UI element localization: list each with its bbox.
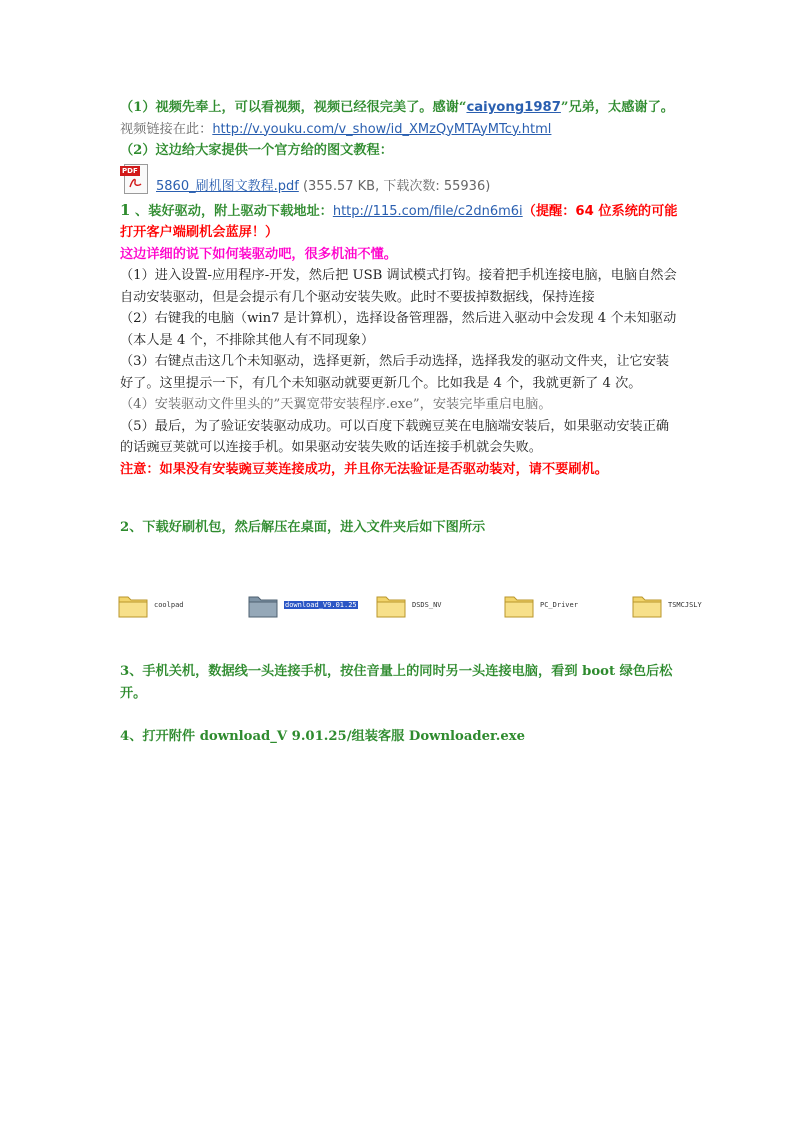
step3-number: 3 [120,664,130,679]
folder-label: DSDS_NV [412,601,442,609]
attachment-size: (355.57 KB, 下载次数: 55936) [298,178,491,194]
folder-label: PC_Driver [540,601,578,609]
folder-dsds-nv[interactable] [376,592,442,618]
folder-icon [504,592,534,618]
folder-tsmcjsly[interactable] [632,592,702,618]
folder-label-selected: download_V9.01.25 [285,601,357,609]
intro-text-suffix: ”兄弟，太感谢了。 [560,100,674,115]
intro-line-1 [120,97,680,119]
intro-line-2 [120,119,680,141]
step3 [120,661,680,704]
attachment-link[interactable]: 5860_刷机图文教程.pdf [156,178,299,194]
user-link[interactable]: caiyong1987 [466,100,561,115]
attachment-info [156,175,490,194]
step4-number: 4 [120,729,130,744]
step2-text: 、下载好刷机包，然后解压在桌面，进入文件夹后如下图所示 [129,520,486,535]
document-body [120,97,680,480]
folder-icon [632,592,662,618]
attachment-row [120,164,680,194]
folder-icon [118,592,148,618]
driver-step-4: （4）安装驱动文件里头的”天翼宽带安装程序.exe”，安装完毕重启电脑。 [120,397,552,412]
driver-step-1: （1）进入设置-应用程序-开发，然后把 USB 调试模式打钩。接着把手机连接电脑，电脑自然会自动安装驱动，但是会提示有几个驱动安装失败。此时不要拔掉数据线，保持连接 [120,268,677,305]
pdf-tag: PDF [122,166,138,175]
folder-icon [376,592,406,618]
step2 [120,517,680,539]
intro-line-3: （2）这边给大家提供一个官方给的图文教程： [120,143,393,158]
step1-title: 、装好驱动，附上驱动下载地址： [130,203,333,219]
folder-coolpad[interactable] [118,592,184,618]
folder-label: coolpad [154,601,184,609]
folder-label: TSMCJSLY [668,601,702,609]
pdf-icon[interactable] [120,164,148,194]
step4 [120,726,680,748]
driver-note: 注意：如果没有安装豌豆荚连接成功，并且你无法验证是否驱动装对，请不要刷机。 [120,461,608,477]
step4-text: 、打开附件 download_V 9.01.25/组装客服 Downloader.exe [129,729,525,744]
video-link-label: 视频链接在此： [120,121,213,137]
driver-link[interactable]: http://115.com/file/c2dn6m6i [332,203,523,219]
video-link[interactable]: http://v.youku.com/v_show/id_XMzQyMTAyMTcy.html [212,121,552,137]
step3-text: 、手机关机，数据线一头连接手机，按住音量上的同时另一头连接电脑，看到 boot 绿色后松开。 [120,664,673,701]
intro-text: （1）视频先奉上，可以看视频，视频已经很完美了。感谢“ [120,100,467,115]
driver-step-5: （5）最后，为了验证安装驱动成功。可以百度下载豌豆荚在电脑端安装后，如果驱动安装正确的话豌豆荚就可以连接手机。如果驱动安装失败的话连接手机就会失败。 [120,418,670,455]
folder-pc-driver[interactable] [504,592,578,618]
step1-number: 1 [120,200,131,219]
step2-number: 2 [120,520,130,535]
driver-step-3: （3）右键点击这几个未知驱动，选择更新，然后手动选择，选择我发的驱动文件夹，让它安装好了。这里提示一下，有几个未知驱动就要更新几个。比如我是 4 个，我就更新了 4 次。 [120,354,670,391]
driver-step-2: （2）右键我的电脑（win7 是计算机），选择设备管理器，然后进入驱动中会发现 4 个未知驱动（本人是 4 个，不排除其他人有不同现象） [120,311,677,348]
folder-icon [248,592,278,618]
folder-download[interactable] [248,592,358,618]
warn-64: 64 [575,203,594,219]
driver-intro: 这边详细的说下如何装驱动吧，很多机油不懂。 [120,246,397,262]
step1-head [120,200,680,244]
warn-rest: 位系统的可能打开客户端刷机会蓝屏！） [120,203,678,240]
warn-open: （提醒： [522,203,576,219]
folder-listing [118,592,718,622]
